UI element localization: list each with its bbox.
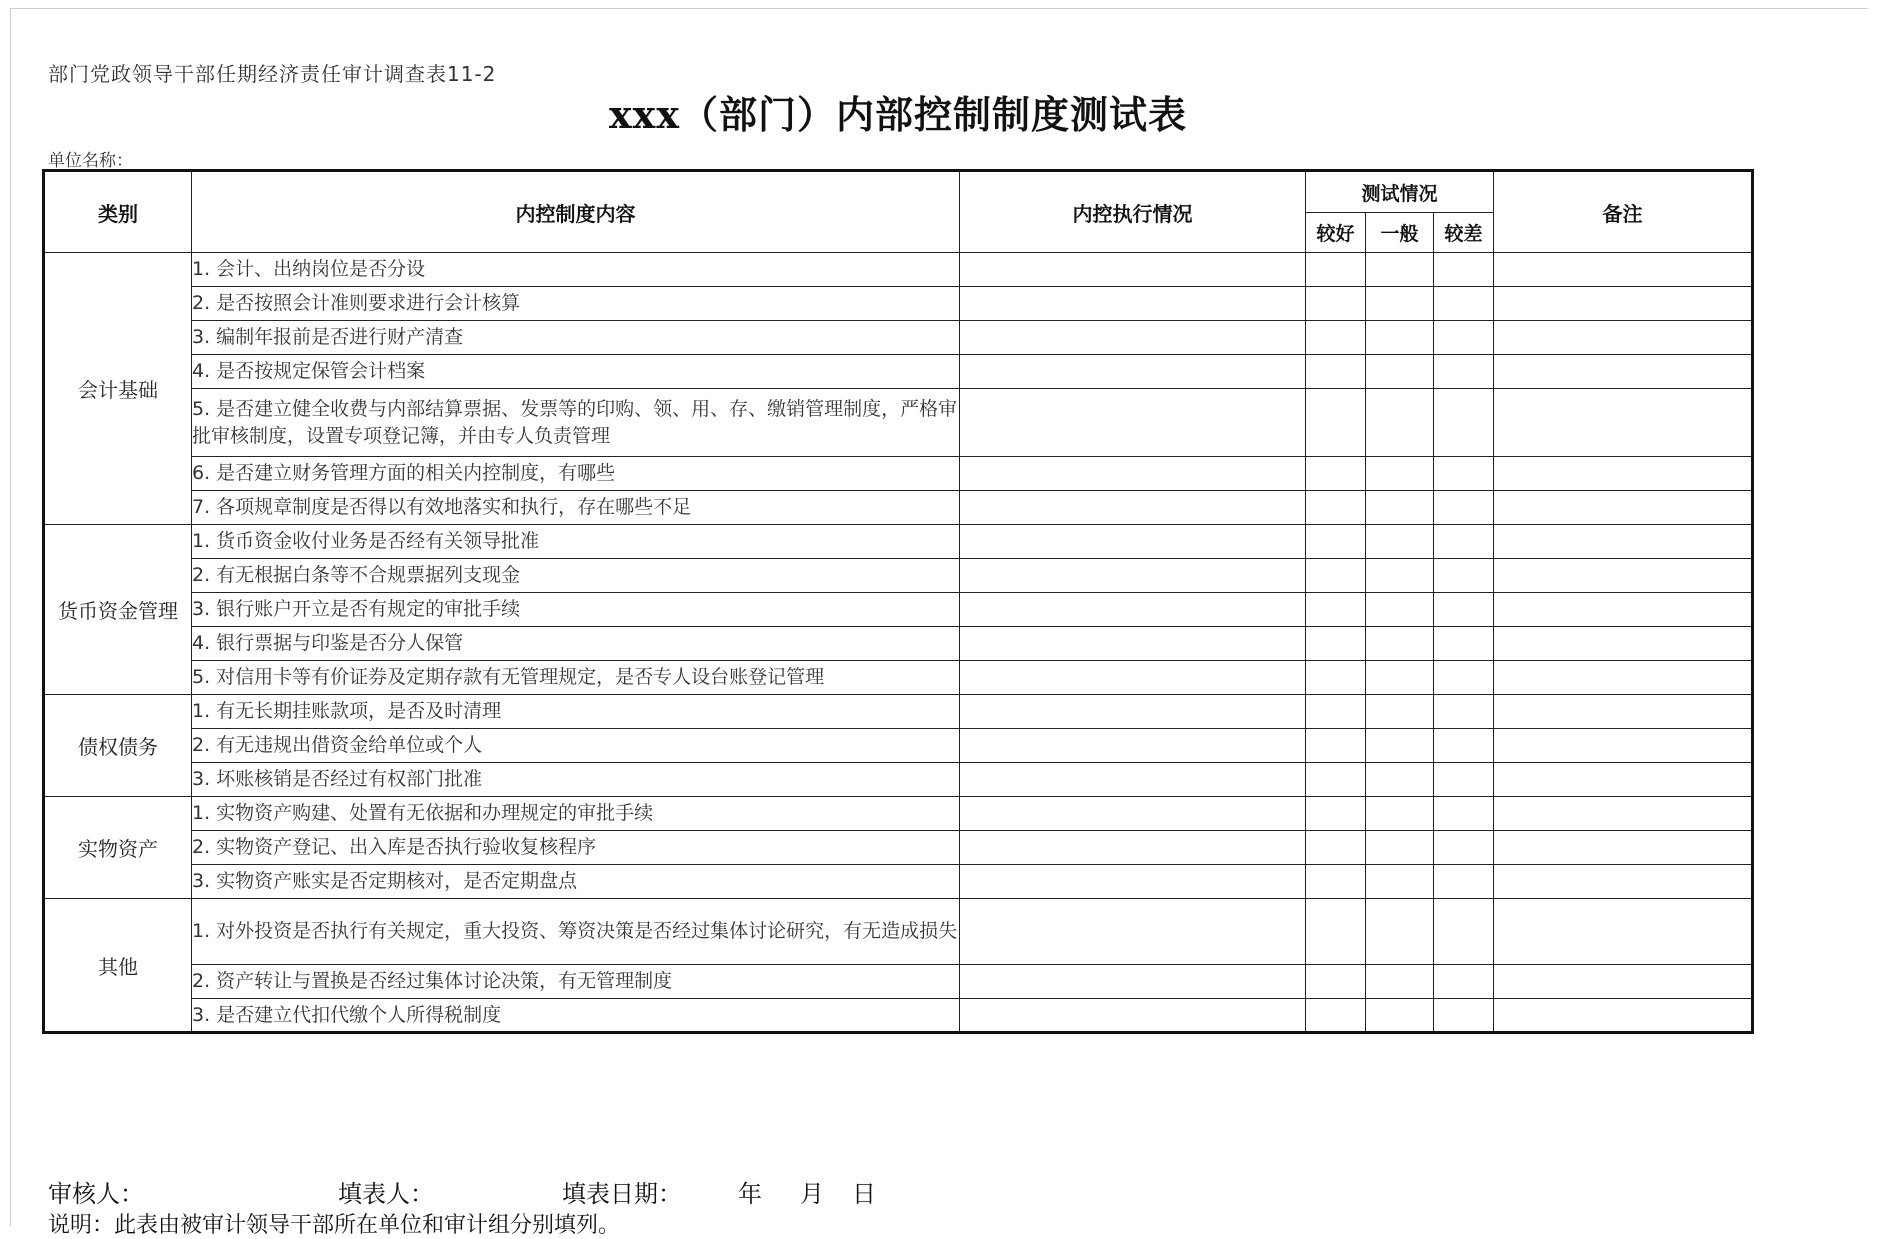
header-content: 内控制度内容 bbox=[192, 171, 960, 253]
header-remark: 备注 bbox=[1494, 171, 1753, 253]
control-item bbox=[192, 763, 960, 797]
table-row bbox=[44, 525, 1753, 559]
remark-cell[interactable] bbox=[1494, 593, 1753, 627]
table-row bbox=[44, 321, 1753, 355]
header-test: 测试情况 bbox=[1306, 171, 1494, 213]
average-cell[interactable] bbox=[1366, 355, 1434, 389]
good-cell[interactable] bbox=[1306, 831, 1366, 865]
poor-cell[interactable] bbox=[1434, 899, 1494, 965]
table-row bbox=[44, 287, 1753, 321]
good-cell[interactable] bbox=[1306, 763, 1366, 797]
header-category: 类别 bbox=[44, 171, 192, 253]
unit-name-label: 单位名称： bbox=[48, 151, 133, 171]
good-cell[interactable] bbox=[1306, 865, 1366, 899]
header-good: 较好 bbox=[1306, 213, 1366, 253]
remark-cell[interactable] bbox=[1494, 763, 1753, 797]
remark-cell[interactable] bbox=[1494, 525, 1753, 559]
control-item bbox=[192, 695, 960, 729]
control-item-text: 2. 有无根据白条等不合规票据列支现金 bbox=[192, 564, 521, 586]
execution-cell[interactable] bbox=[960, 321, 1306, 355]
control-item-text: 5. 对信用卡等有价证券及定期存款有无管理规定，是否专人设台账登记管理 bbox=[192, 666, 825, 688]
control-item-text: 1. 会计、出纳岗位是否分设 bbox=[192, 258, 426, 280]
poor-cell[interactable] bbox=[1434, 695, 1494, 729]
poor-cell[interactable] bbox=[1434, 831, 1494, 865]
poor-cell[interactable] bbox=[1434, 729, 1494, 763]
average-cell[interactable] bbox=[1366, 525, 1434, 559]
good-cell[interactable] bbox=[1306, 695, 1366, 729]
remark-cell[interactable] bbox=[1494, 729, 1753, 763]
poor-cell[interactable] bbox=[1434, 965, 1494, 999]
execution-cell[interactable] bbox=[960, 525, 1306, 559]
table-row bbox=[44, 899, 1753, 965]
average-cell[interactable] bbox=[1366, 253, 1434, 287]
execution-cell[interactable] bbox=[960, 661, 1306, 695]
remark-cell[interactable] bbox=[1494, 321, 1753, 355]
header-average: 一般 bbox=[1366, 213, 1434, 253]
average-cell[interactable] bbox=[1366, 999, 1434, 1033]
table-row bbox=[44, 729, 1753, 763]
preparer-label: 填表人： bbox=[338, 1180, 434, 1208]
category-cell: 会计基础 bbox=[44, 253, 192, 525]
control-item bbox=[192, 593, 960, 627]
execution-cell[interactable] bbox=[960, 999, 1306, 1033]
good-cell[interactable] bbox=[1306, 559, 1366, 593]
average-cell[interactable] bbox=[1366, 831, 1434, 865]
control-item bbox=[192, 627, 960, 661]
remark-cell[interactable] bbox=[1494, 389, 1753, 457]
good-cell[interactable] bbox=[1306, 899, 1366, 965]
average-cell[interactable] bbox=[1366, 797, 1434, 831]
average-cell[interactable] bbox=[1366, 729, 1434, 763]
average-cell[interactable] bbox=[1366, 389, 1434, 457]
control-item-text: 3. 是否建立代扣代缴个人所得税制度 bbox=[192, 1003, 502, 1026]
month-label: 月 bbox=[800, 1180, 824, 1208]
good-cell[interactable] bbox=[1306, 457, 1366, 491]
category-cell: 实物资产 bbox=[44, 797, 192, 899]
control-item bbox=[192, 661, 960, 695]
average-cell[interactable] bbox=[1366, 559, 1434, 593]
remark-cell[interactable] bbox=[1494, 355, 1753, 389]
execution-cell[interactable] bbox=[960, 627, 1306, 661]
control-item bbox=[192, 865, 960, 899]
poor-cell[interactable] bbox=[1434, 593, 1494, 627]
control-item bbox=[192, 999, 960, 1033]
table-row bbox=[44, 965, 1753, 999]
poor-cell[interactable] bbox=[1434, 457, 1494, 491]
average-cell[interactable] bbox=[1366, 593, 1434, 627]
control-item-text: 1. 有无长期挂账款项，是否及时清理 bbox=[192, 700, 502, 722]
control-item bbox=[192, 965, 960, 999]
table-row bbox=[44, 491, 1753, 525]
control-item-text: 2. 有无违规出借资金给单位或个人 bbox=[192, 734, 483, 756]
average-cell[interactable] bbox=[1366, 695, 1434, 729]
execution-cell[interactable] bbox=[960, 593, 1306, 627]
control-item bbox=[192, 389, 960, 457]
control-item-text: 1. 对外投资是否执行有关规定，重大投资、筹资决策是否经过集体讨论研究，有无造成损失 bbox=[192, 920, 958, 942]
remark-cell[interactable] bbox=[1494, 287, 1753, 321]
poor-cell[interactable] bbox=[1434, 491, 1494, 525]
poor-cell[interactable] bbox=[1434, 321, 1494, 355]
header-poor: 较差 bbox=[1434, 213, 1494, 253]
remark-cell[interactable] bbox=[1494, 491, 1753, 525]
table-row bbox=[44, 389, 1753, 457]
remark-cell[interactable] bbox=[1494, 965, 1753, 999]
remark-cell[interactable] bbox=[1494, 899, 1753, 965]
execution-cell[interactable] bbox=[960, 763, 1306, 797]
execution-cell[interactable] bbox=[960, 491, 1306, 525]
average-cell[interactable] bbox=[1366, 627, 1434, 661]
good-cell[interactable] bbox=[1306, 389, 1366, 457]
instruction-note: 说明：此表由被审计领导干部所在单位和审计组分别填列。 bbox=[48, 1213, 621, 1238]
average-cell[interactable] bbox=[1366, 287, 1434, 321]
control-item-text: 3. 坏账核销是否经过有权部门批准 bbox=[192, 768, 483, 790]
date-label: 填表日期： bbox=[562, 1180, 682, 1208]
control-item-text: 2. 资产转让与置换是否经过集体讨论决策，有无管理制度 bbox=[192, 970, 673, 992]
poor-cell[interactable] bbox=[1434, 865, 1494, 899]
signature-line bbox=[48, 1174, 876, 1209]
execution-cell[interactable] bbox=[960, 831, 1306, 865]
control-item-text: 3. 银行账户开立是否有规定的审批手续 bbox=[192, 598, 521, 620]
remark-cell[interactable] bbox=[1494, 457, 1753, 491]
average-cell[interactable] bbox=[1366, 763, 1434, 797]
good-cell[interactable] bbox=[1306, 321, 1366, 355]
good-cell[interactable] bbox=[1306, 593, 1366, 627]
category-cell: 货币资金管理 bbox=[44, 525, 192, 695]
control-item-text: 2. 是否按照会计准则要求进行会计核算 bbox=[192, 292, 521, 314]
remark-cell[interactable] bbox=[1494, 627, 1753, 661]
table-row bbox=[44, 797, 1753, 831]
poor-cell[interactable] bbox=[1434, 797, 1494, 831]
execution-cell[interactable] bbox=[960, 253, 1306, 287]
remark-cell[interactable] bbox=[1494, 661, 1753, 695]
table-row bbox=[44, 763, 1753, 797]
table-row bbox=[44, 695, 1753, 729]
remark-cell[interactable] bbox=[1494, 831, 1753, 865]
year-label: 年 bbox=[738, 1180, 762, 1208]
average-cell[interactable] bbox=[1366, 865, 1434, 899]
execution-cell[interactable] bbox=[960, 865, 1306, 899]
table-row bbox=[44, 999, 1753, 1033]
average-cell[interactable] bbox=[1366, 965, 1434, 999]
average-cell[interactable] bbox=[1366, 661, 1434, 695]
table-row bbox=[44, 661, 1753, 695]
control-item-text: 2. 实物资产登记、出入库是否执行验收复核程序 bbox=[192, 836, 597, 858]
header-execution: 内控执行情况 bbox=[960, 171, 1306, 253]
control-item-text: 1. 实物资产购建、处置有无依据和办理规定的审批手续 bbox=[192, 802, 654, 824]
control-item bbox=[192, 525, 960, 559]
control-item bbox=[192, 253, 960, 287]
average-cell[interactable] bbox=[1366, 457, 1434, 491]
table-row bbox=[44, 355, 1753, 389]
good-cell[interactable] bbox=[1306, 729, 1366, 763]
poor-cell[interactable] bbox=[1434, 763, 1494, 797]
remark-cell[interactable] bbox=[1494, 559, 1753, 593]
execution-cell[interactable] bbox=[960, 287, 1306, 321]
control-item bbox=[192, 899, 960, 965]
table-row bbox=[44, 865, 1753, 899]
control-item-text: 3. 实物资产账实是否定期核对，是否定期盘点 bbox=[192, 870, 578, 892]
control-item bbox=[192, 355, 960, 389]
poor-cell[interactable] bbox=[1434, 355, 1494, 389]
control-item-text: 1. 货币资金收付业务是否经有关领导批准 bbox=[192, 530, 540, 552]
control-item bbox=[192, 797, 960, 831]
control-item bbox=[192, 457, 960, 491]
good-cell[interactable] bbox=[1306, 965, 1366, 999]
control-item-text: 6. 是否建立财务管理方面的相关内控制度，有哪些 bbox=[192, 462, 616, 484]
good-cell[interactable] bbox=[1306, 661, 1366, 695]
remark-cell[interactable] bbox=[1494, 865, 1753, 899]
control-item-text: 5. 是否建立健全收费与内部结算票据、发票等的印购、领、用、存、缴销管理制度，严格审批审核制度，设置专项登记簿，并由专人负责管理 bbox=[192, 397, 958, 447]
good-cell[interactable] bbox=[1306, 627, 1366, 661]
poor-cell[interactable] bbox=[1434, 559, 1494, 593]
execution-cell[interactable] bbox=[960, 559, 1306, 593]
control-item bbox=[192, 831, 960, 865]
good-cell[interactable] bbox=[1306, 999, 1366, 1033]
poor-cell[interactable] bbox=[1434, 661, 1494, 695]
remark-cell[interactable] bbox=[1494, 797, 1753, 831]
control-item-text: 3. 编制年报前是否进行财产清查 bbox=[192, 326, 464, 348]
average-cell[interactable] bbox=[1366, 491, 1434, 525]
good-cell[interactable] bbox=[1306, 287, 1366, 321]
control-test-table bbox=[42, 169, 1754, 1034]
remark-cell[interactable] bbox=[1494, 999, 1753, 1033]
poor-cell[interactable] bbox=[1434, 525, 1494, 559]
execution-cell[interactable] bbox=[960, 729, 1306, 763]
category-cell: 债权债务 bbox=[44, 695, 192, 797]
control-item bbox=[192, 287, 960, 321]
table-row bbox=[44, 831, 1753, 865]
table-body bbox=[44, 253, 1753, 1033]
remark-cell[interactable] bbox=[1494, 695, 1753, 729]
poor-cell[interactable] bbox=[1434, 999, 1494, 1033]
poor-cell[interactable] bbox=[1434, 253, 1494, 287]
day-label: 日 bbox=[852, 1180, 876, 1208]
remark-cell[interactable] bbox=[1494, 253, 1753, 287]
good-cell[interactable] bbox=[1306, 797, 1366, 831]
execution-cell[interactable] bbox=[960, 695, 1306, 729]
poor-cell[interactable] bbox=[1434, 389, 1494, 457]
average-cell[interactable] bbox=[1366, 321, 1434, 355]
good-cell[interactable] bbox=[1306, 253, 1366, 287]
control-item-text: 7. 各项规章制度是否得以有效地落实和执行，存在哪些不足 bbox=[192, 496, 692, 518]
execution-cell[interactable] bbox=[960, 389, 1306, 457]
table-row bbox=[44, 627, 1753, 661]
control-item bbox=[192, 491, 960, 525]
table-row bbox=[44, 457, 1753, 491]
average-cell[interactable] bbox=[1366, 899, 1434, 965]
category-cell: 其他 bbox=[44, 899, 192, 1033]
good-cell[interactable] bbox=[1306, 491, 1366, 525]
control-item bbox=[192, 321, 960, 355]
table-row bbox=[44, 559, 1753, 593]
form-number: 部门党政领导干部任期经济责任审计调查表11-2 bbox=[48, 62, 497, 86]
reviewer-label: 审核人： bbox=[48, 1180, 144, 1208]
control-item bbox=[192, 559, 960, 593]
page-title: xxx（部门）内部控制制度测试表 bbox=[609, 92, 1187, 137]
table-row bbox=[44, 593, 1753, 627]
poor-cell[interactable] bbox=[1434, 287, 1494, 321]
execution-cell[interactable] bbox=[960, 965, 1306, 999]
execution-cell[interactable] bbox=[960, 797, 1306, 831]
good-cell[interactable] bbox=[1306, 355, 1366, 389]
table-row bbox=[44, 253, 1753, 287]
control-item bbox=[192, 729, 960, 763]
control-item-text: 4. 银行票据与印鉴是否分人保管 bbox=[192, 632, 464, 654]
good-cell[interactable] bbox=[1306, 525, 1366, 559]
poor-cell[interactable] bbox=[1434, 627, 1494, 661]
control-item-text: 4. 是否按规定保管会计档案 bbox=[192, 360, 426, 382]
execution-cell[interactable] bbox=[960, 899, 1306, 965]
execution-cell[interactable] bbox=[960, 457, 1306, 491]
execution-cell[interactable] bbox=[960, 355, 1306, 389]
